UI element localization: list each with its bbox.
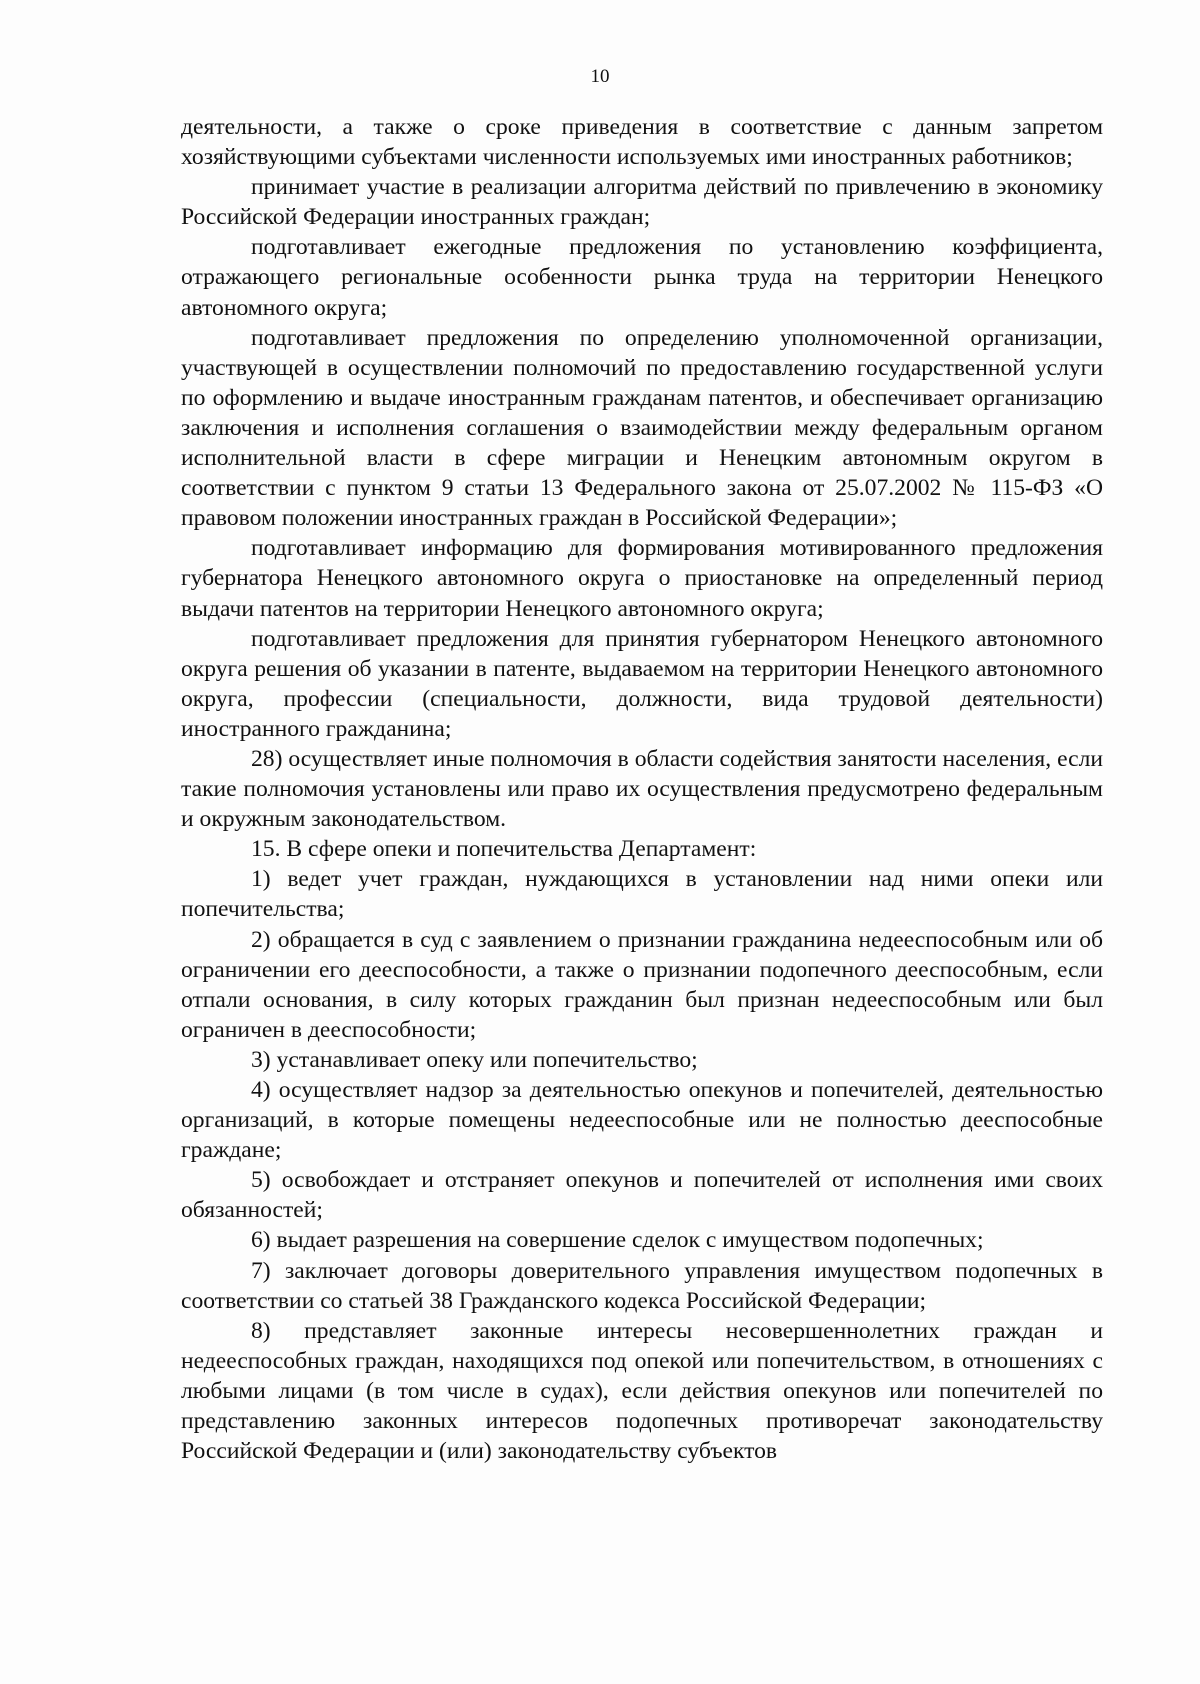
paragraph: 28) осуществляет иные полномочия в области содействия занятости населения, если такие полномочия установлены или право их осуществления предусмотрено федеральным и окружным законодательством. (181, 745, 1103, 833)
paragraph: 15. В сфере опеки и попечительства Департамент: (251, 836, 757, 863)
paragraph: 4) осуществляет надзор за деятельностью опекунов и попечителей, деятельностью организаций, в которые помещены недееспособные или не полностью дееспособные граждане; (181, 1077, 1103, 1164)
paragraph: 1) ведет учет граждан, нуждающихся в установлении над ними опеки или попечительства; (181, 866, 1103, 923)
paragraph: подготавливает информацию для формирования мотивированного предложения губернатора Ненецкого автономного округа о приостановке на определенный период выдачи патентов на территории Ненецкого автономного округа; (181, 535, 1103, 622)
paragraph: 2) обращается в суд с заявлением о признании гражданина недееспособным или об ограничении его дееспособности, а также о признании подопечного дееспособным, если отпали основания, в силу которых гражданин был признан недееспособным или был ограничен в дееспособности; (181, 926, 1103, 1043)
paragraph: 5) освобождает и отстраняет опекунов и попечителей от исполнения ими своих обязанностей; (181, 1167, 1103, 1224)
paragraph: 8) представляет законные интересы несовершеннолетних граждан и недееспособных граждан, находящихся под опекой или попечительством, в отношениях с любыми лицами (в том числе в судах), если действия опекунов или попечителей по представлению законных интересов подопечных противоречат законодательству Российской Федерации и (или) законодательству субъектов (181, 1317, 1103, 1465)
paragraph: 3) устанавливает опеку или попечительство; (251, 1046, 698, 1073)
paragraph: подготавливает предложения по определению уполномоченной организации, участвующей в осуществлении полномочий по предоставлению государственной услуги по оформлению и выдаче иностранным гражданам патентов, и обеспечивает организацию заключения и исполнения соглашения о взаимодействии между федеральным органом исполнительной власти в сфере миграции и Ненецким автономным округом в соответствии с пунктом 9 статьи 13 Федерального закона от 25.07.2002 № 115-ФЗ «О правовом положении иностранных граждан в Российской Федерации»; (181, 324, 1103, 532)
paragraph: деятельности, а также о сроке приведения в соответствие с данным запретом хозяйствующими субъектами численности используемых ими иностранных работников; (181, 114, 1103, 171)
paragraph: принимает участие в реализации алгоритма действий по привлечению в экономику Российской Федерации иностранных граждан; (181, 174, 1103, 231)
document-body (181, 112, 1103, 1466)
page-number: 10 (590, 66, 610, 87)
paragraph: подготавливает ежегодные предложения по установлению коэффициента, отражающего региональные особенности рынка труда на территории Ненецкого автономного округа; (181, 234, 1103, 321)
paragraph: 6) выдает разрешения на совершение сделок с имуществом подопечных; (251, 1227, 984, 1254)
paragraph: 7) заключает договоры доверительного управления имуществом подопечных в соответствии со статьей 38 Гражданского кодекса Российской Федерации; (181, 1257, 1103, 1314)
paragraph: подготавливает предложения для принятия губернатором Ненецкого автономного округа решения об указании в патенте, выдаваемом на территории Ненецкого автономного округа, профессии (специальности, должности, вида трудовой деятельности) иностранного гражданина; (181, 625, 1103, 742)
